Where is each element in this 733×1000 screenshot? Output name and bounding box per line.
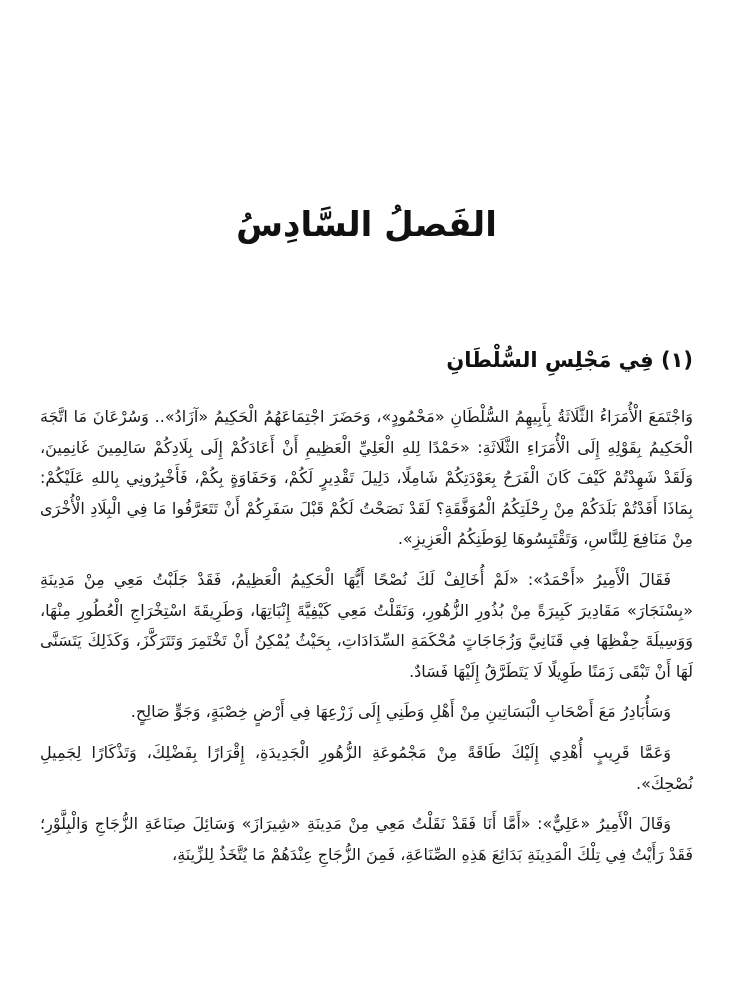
section-heading: (١) فِي مَجْلِسِ السُّلْطَانِ xyxy=(446,348,693,372)
paragraph-4: وَعَمَّا قَرِيبٍ أُهْدِي إِلَيْكَ طَاقَةً مِنْ مَجْمُوعَةِ الزُّهُورِ الْجَدِيدَةِ، إِقْرَارًا بِفَضْلِكَ، وَتَذْكَارًا لِجَمِيلِ نُصْحِكَ». xyxy=(40,742,693,793)
chapter-title: الفَصلُ السَّادِسُ xyxy=(236,205,497,245)
paragraph-3: وَسَأُبَادِرُ مَعَ أَصْحَابِ الْبَسَاتِينِ مِنْ أَهْلِ وَطَنِي إِلَى زَرْعِهَا فِي أَرْضٍ خِصْبَةٍ، وَجَوٍّ صَالِحٍ. xyxy=(130,702,671,722)
paragraph-5: وَقَالَ الْأَمِيرُ «عَلِيٌّ»: «أَمَّا أَنَا فَقَدْ نَقَلْتُ مَعِي مِنْ مَدِينَةِ «شِيرَازَ» وَسَائِلَ صِنَاعَةِ الزُّجَاجِ وَالْبِلَّوْرِ؛ فَقَدْ رَأَيْتُ فِي تِلْكَ الْمَدِينَةِ بَدَائِعَ هَذِهِ الصِّنَاعَةِ، فَمِنَ الزُّجَاجِ عِنْدَهُمْ مَا يُتَّخَذُ لِلزِّينَةِ، xyxy=(40,814,693,864)
paragraph-1: وَاجْتَمَعَ الْأُمَرَاءُ الثَّلَاثَةُ بِأَبِيهِمُ السُّلْطَانِ «مَحْمُودٍ»، وَحَضَرَ اجْتِمَاعَهُمُ الْحَكِيمُ «آزَادُ».. وَسُرْعَانَ مَا اتَّجَهَ الْحَكِيمُ بِقَوْلِهِ إِلَى الْأُمَرَاءِ الثَّلَاثَةِ: «حَمْدًا لِلهِ الْعَلِيِّ الْعَظِيمِ أَنْ أَعَادَكُمْ إِلَى بِلَادِكُمْ سَالِمِينَ غَانِمِينَ، وَلَقَدْ شَهِدْتُمْ كَيْفَ كَانَ الْفَرَحُ بِعَوْدَتِكُمْ شَامِلًا، دَلِيلَ تَقْدِيرٍ لَكُمْ، وَحَفَاوَةٍ بِكُمْ، فَأَخْبِرُونِي بِاللهِ عَلَيْكُمْ: بِمَاذَا أَفَدْتُمْ بَلَدَكُمْ مِنْ رِحْلَتِكُمُ الْمُوَفَّقَةِ؟ لَقَدْ نَصَحْتُ لَكُمْ قَبْلَ سَفَرِكُمْ أَنْ تَتَعَرَّفُوا مَا فِي الْبِلَادِ الْأُخْرَى مِنْ مَنَافِعَ لِلنَّاسِ، وَتَقْتَبِسُوهَا لِوَطَنِكُمُ الْعَزِيزِ». xyxy=(40,407,693,549)
paragraph-2: فَقَالَ الْأَمِيرُ «أَحْمَدُ»: «لَمْ أُخَالِفْ لَكَ نُصْحًا أَيُّهَا الْحَكِيمُ الْعَظِيمُ، فَقَدْ جَلَبْتُ مَعِي مِنْ مَدِينَةِ «بِسْنَجَارَ» مَقَادِيرَ كَبِيرَةً مِنْ بُذُورِ الزُّهُورِ، وَنَقَلْتُ مَعِي كَيْفِيَّةَ إِنْبَاتِهَا، وَطَرِيقَةَ اسْتِخْرَاجِ الْعُطُورِ مِنْهَا، وَوَسِيلَةَ حِفْظِهَا فِي قَنَانِيَّ وَزُجَاجَاتٍ مُحْكَمَةِ السِّدَادَاتِ، بِحَيْثُ يُمْكِنُ أَنْ تَخْتَمِرَ وَتَتَرَكَّزَ، وَكَذَلِكَ يَتَسَنَّى لَهَا أَنْ تَبْقَى زَمَنًا طَوِيلًا لَا يَتَطَرَّقُ إِلَيْهَا فَسَادٌ. xyxy=(40,569,693,681)
body-text xyxy=(40,402,693,880)
